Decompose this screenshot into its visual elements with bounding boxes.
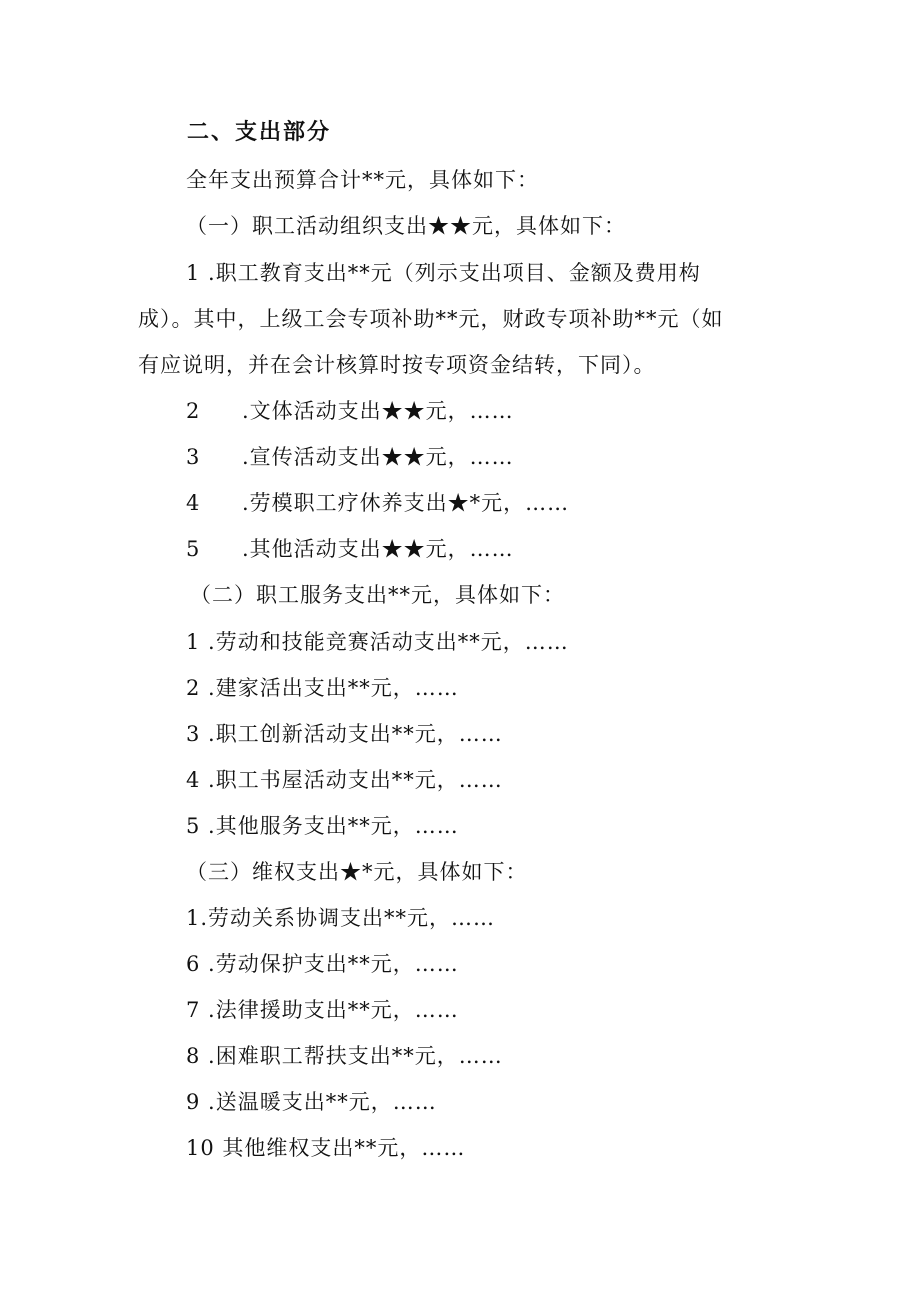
group2-item: 1 .劳动和技能竞赛活动支出**元，…… [186, 630, 569, 654]
group3-item: 1.劳动关系协调支出**元，…… [186, 906, 496, 930]
item-text: .劳模职工疗休养支出★*元，…… [242, 491, 570, 515]
section-title: 二、支出部分 [187, 120, 332, 145]
group1-title: （一）职工活动组织支出★★元，具体如下： [186, 214, 626, 238]
item-number: 2 [186, 399, 201, 423]
group2-title: （二）职工服务支出**元，具体如下： [190, 583, 565, 607]
group3-title: （三）维权支出★*元，具体如下： [186, 860, 528, 884]
group2-item: 2 .建家活出支出**元，…… [186, 676, 459, 700]
group3-item: 7 .法律援助支出**元，…… [186, 998, 459, 1022]
group1-item1-line1: 1 .职工教育支出**元（列示支出项目、金额及费用构 [186, 261, 701, 285]
group1-item1-line2: 成）。其中，上级工会专项补助**元，财政专项补助**元（如 [138, 307, 724, 331]
group1-item [186, 396, 514, 426]
group3-item: 8 .困难职工帮扶支出**元，…… [186, 1044, 503, 1068]
item-number: 4 [186, 491, 201, 515]
item-text: .其他活动支出★★元，…… [242, 537, 514, 561]
group2-item: 5 .其他服务支出**元，…… [186, 814, 459, 838]
group1-item [186, 534, 514, 564]
group1-item1-line3: 有应说明，并在会计核算时按专项资金结转，下同）。 [138, 353, 656, 377]
group2-item: 3 .职工创新活动支出**元，…… [186, 722, 503, 746]
group1-item [186, 442, 514, 472]
intro-text: 全年支出预算合计**元，具体如下： [186, 168, 539, 192]
item-text: .文体活动支出★★元，…… [242, 399, 514, 423]
item-number: 5 [186, 537, 201, 561]
group3-item: 6 .劳动保护支出**元，…… [186, 952, 459, 976]
item-text: .宣传活动支出★★元，…… [242, 445, 514, 469]
item-number: 3 [186, 445, 201, 469]
group3-item: 9 .送温暖支出**元，…… [186, 1090, 437, 1114]
group2-item: 4 .职工书屋活动支出**元，…… [186, 768, 503, 792]
group3-item: 10 其他维权支出**元，…… [186, 1136, 466, 1160]
group1-item [186, 488, 569, 518]
